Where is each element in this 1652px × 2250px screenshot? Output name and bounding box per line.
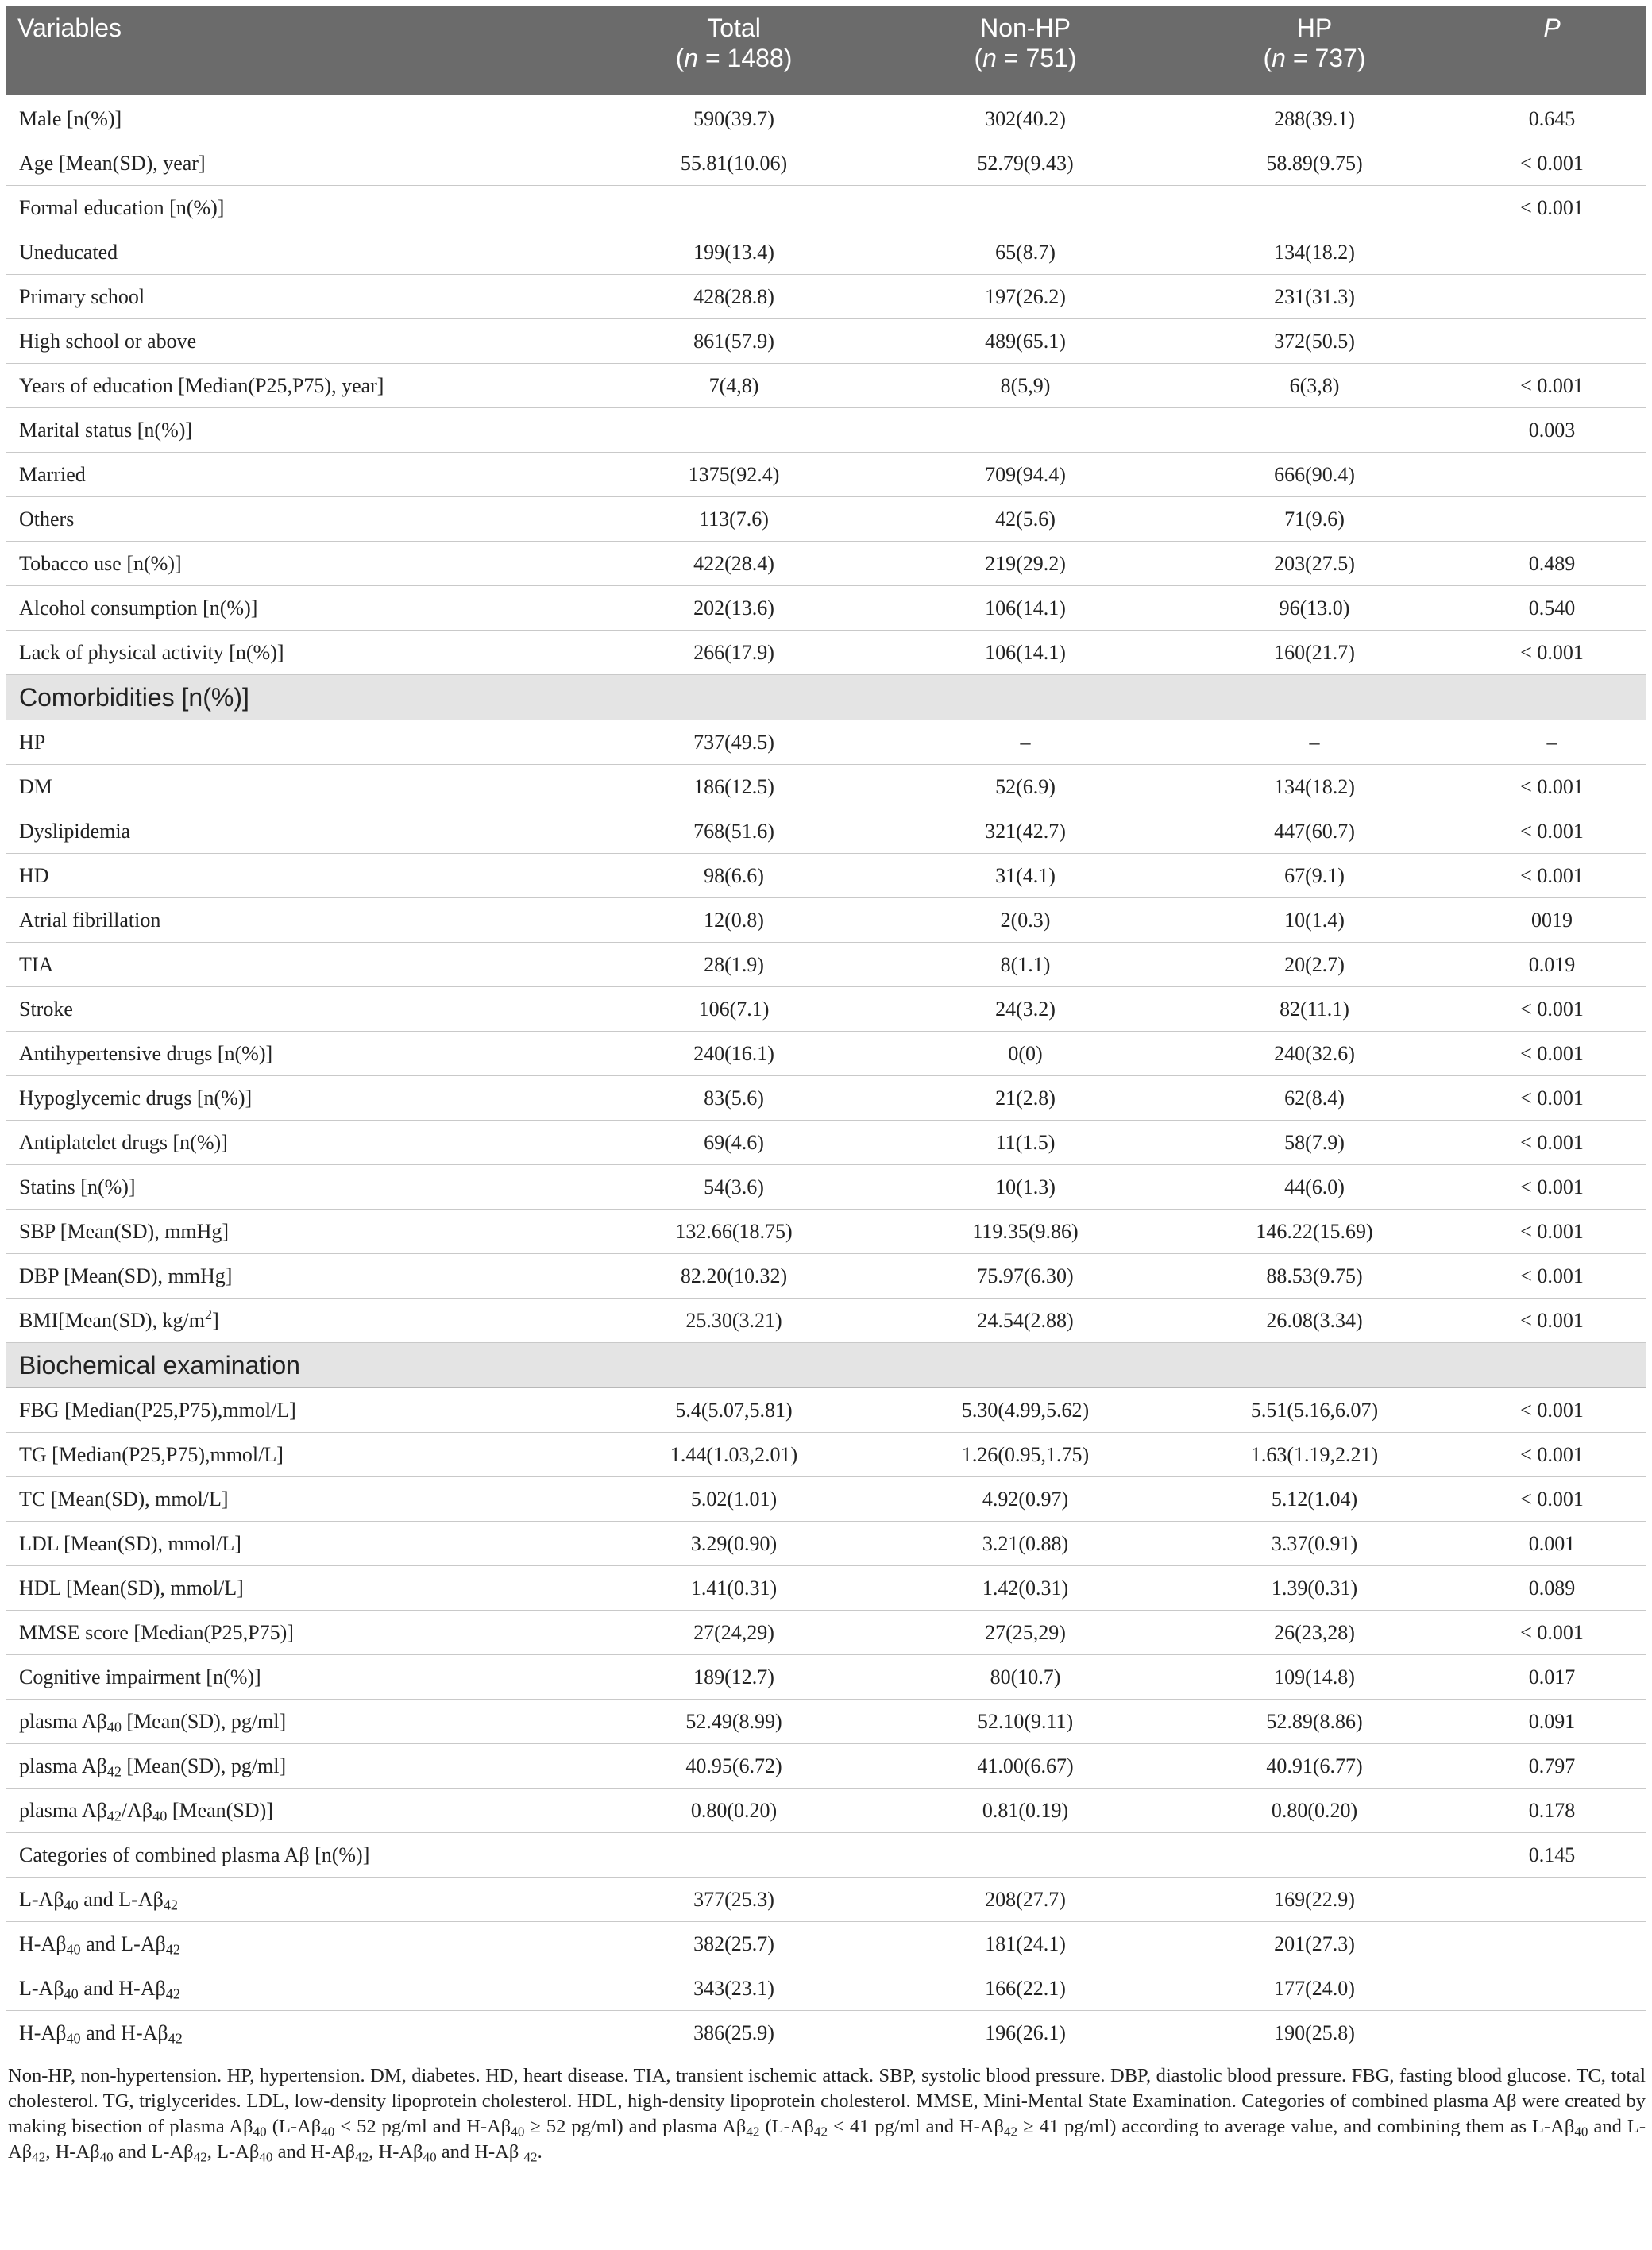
cell-hp: 5.51(5.16,6.07) (1171, 1388, 1458, 1433)
cell-nonhp: 709(94.4) (880, 453, 1171, 497)
cell-hp: 96(13.0) (1171, 586, 1458, 631)
cell-nonhp: 24(3.2) (880, 987, 1171, 1032)
cell-nonhp: 8(5,9) (880, 364, 1171, 408)
cell-total: 1.41(0.31) (588, 1566, 880, 1611)
cell-p: < 0.001 (1458, 1433, 1646, 1477)
table-row (6, 1744, 1646, 1789)
cell-nonhp: 0.81(0.19) (880, 1789, 1171, 1833)
cell-p: 0.003 (1458, 408, 1646, 453)
cell-nonhp: 27(25,29) (880, 1611, 1171, 1655)
table-row (6, 542, 1646, 586)
cell-label: Atrial fibrillation (6, 898, 588, 943)
cell-label: FBG [Median(P25,P75),mmol/L] (6, 1388, 588, 1433)
cell-total: 5.4(5.07,5.81) (588, 1388, 880, 1433)
cell-label: Categories of combined plasma Aβ [n(%)] (6, 1833, 588, 1878)
cell-p: 0.017 (1458, 1655, 1646, 1700)
cell-total: 25.30(3.21) (588, 1299, 880, 1343)
cell-hp (1171, 1833, 1458, 1878)
cell-hp: 3.37(0.91) (1171, 1522, 1458, 1566)
cell-total: 7(4,8) (588, 364, 880, 408)
cell-hp: 288(39.1) (1171, 96, 1458, 141)
cell-total: 40.95(6.72) (588, 1744, 880, 1789)
cell-nonhp: 41.00(6.67) (880, 1744, 1171, 1789)
cell-p: 0019 (1458, 898, 1646, 943)
cell-nonhp: 75.97(6.30) (880, 1254, 1171, 1299)
table-row (6, 1388, 1646, 1433)
cell-p (1458, 497, 1646, 542)
cell-hp: 231(31.3) (1171, 275, 1458, 319)
cell-p: < 0.001 (1458, 1299, 1646, 1343)
cell-nonhp: 52.10(9.11) (880, 1700, 1171, 1744)
section-heading: Comorbidities [n(%)] (6, 675, 1646, 720)
cell-nonhp: 5.30(4.99,5.62) (880, 1388, 1171, 1433)
table-row (6, 898, 1646, 943)
cell-p (1458, 453, 1646, 497)
cell-label: Alcohol consumption [n(%)] (6, 586, 588, 631)
table-row (6, 1566, 1646, 1611)
header-nonhp-n: (n = 751) (974, 44, 1077, 72)
cell-label: Years of education [Median(P25,P75), year] (6, 364, 588, 408)
cell-total: 3.29(0.90) (588, 1522, 880, 1566)
cell-total (588, 1833, 880, 1878)
cell-label: SBP [Mean(SD), mmHg] (6, 1210, 588, 1254)
cell-label: Lack of physical activity [n(%)] (6, 631, 588, 675)
cell-p: < 0.001 (1458, 1477, 1646, 1522)
cell-label: Married (6, 453, 588, 497)
cell-nonhp: 31(4.1) (880, 854, 1171, 898)
table-row (6, 275, 1646, 319)
cell-nonhp: 197(26.2) (880, 275, 1171, 319)
cell-p (1458, 1966, 1646, 2011)
cell-hp: 26.08(3.34) (1171, 1299, 1458, 1343)
cell-p: < 0.001 (1458, 1121, 1646, 1165)
header-nonhp (880, 6, 1171, 96)
cell-nonhp: 1.42(0.31) (880, 1566, 1171, 1611)
cell-label: $H-A\beta_{40}$ and $H-A\beta_{42}$ (6, 2011, 588, 2055)
cell-nonhp: 42(5.6) (880, 497, 1171, 542)
table-row (6, 765, 1646, 809)
cell-hp: 0.80(0.20) (1171, 1789, 1458, 1833)
cell-nonhp: 106(14.1) (880, 631, 1171, 675)
cell-total (588, 186, 880, 230)
header-nonhp-label: Non-HP (980, 14, 1071, 42)
cell-nonhp: 106(14.1) (880, 586, 1171, 631)
table-row (6, 1833, 1646, 1878)
cell-hp: 58(7.9) (1171, 1121, 1458, 1165)
cell-label: TC [Mean(SD), mmol/L] (6, 1477, 588, 1522)
cell-label: HP (6, 720, 588, 765)
cell-total (588, 408, 880, 453)
cell-nonhp: 3.21(0.88) (880, 1522, 1171, 1566)
cell-p (1458, 319, 1646, 364)
header-hp (1171, 6, 1458, 96)
cell-p: < 0.001 (1458, 987, 1646, 1032)
cell-hp: 71(9.6) (1171, 497, 1458, 542)
cell-p (1458, 230, 1646, 275)
cell-label: plasma $A\beta_{42}/A\beta_{40}$ [Mean(SD)] (6, 1789, 588, 1833)
cell-total: 590(39.7) (588, 96, 880, 141)
cell-hp: 44(6.0) (1171, 1165, 1458, 1210)
cell-total: 377(25.3) (588, 1878, 880, 1922)
cell-p: < 0.001 (1458, 1210, 1646, 1254)
cell-p: < 0.001 (1458, 1254, 1646, 1299)
cell-label: Marital status [n(%)] (6, 408, 588, 453)
cell-nonhp (880, 1833, 1171, 1878)
table-row (6, 2011, 1646, 2055)
cell-total: 199(13.4) (588, 230, 880, 275)
cell-label: DBP [Mean(SD), mmHg] (6, 1254, 588, 1299)
header-total-n: (n = 1488) (675, 44, 793, 72)
cell-p: 0.645 (1458, 96, 1646, 141)
cell-p: < 0.001 (1458, 1032, 1646, 1076)
section-row (6, 675, 1646, 720)
cell-total: 5.02(1.01) (588, 1477, 880, 1522)
cell-p: < 0.001 (1458, 1165, 1646, 1210)
cell-total: 386(25.9) (588, 2011, 880, 2055)
cell-label: TG [Median(P25,P75),mmol/L] (6, 1433, 588, 1477)
cell-label: Age [Mean(SD), year] (6, 141, 588, 186)
cell-p: 0.540 (1458, 586, 1646, 631)
table-row (6, 1789, 1646, 1833)
cell-p: < 0.001 (1458, 141, 1646, 186)
cell-hp: 1.63(1.19,2.21) (1171, 1433, 1458, 1477)
cell-p: 0.089 (1458, 1566, 1646, 1611)
cell-hp: 6(3,8) (1171, 364, 1458, 408)
cell-total: 52.49(8.99) (588, 1700, 880, 1744)
cell-label: High school or above (6, 319, 588, 364)
cell-p: < 0.001 (1458, 364, 1646, 408)
table-row (6, 497, 1646, 542)
cell-total: 132.66(18.75) (588, 1210, 880, 1254)
cell-label: Formal education [n(%)] (6, 186, 588, 230)
table-row (6, 319, 1646, 364)
cell-total: 27(24,29) (588, 1611, 880, 1655)
cell-label: $H-A\beta_{40}$ and $L-A\beta_{42}$ (6, 1922, 588, 1966)
cell-nonhp (880, 186, 1171, 230)
header-total-label: Total (707, 14, 761, 42)
header-hp-label: HP (1296, 14, 1333, 42)
cell-hp: 447(60.7) (1171, 809, 1458, 854)
header-hp-n: (n = 737) (1263, 44, 1366, 72)
cell-hp: 10(1.4) (1171, 898, 1458, 943)
cell-hp: 169(22.9) (1171, 1878, 1458, 1922)
cell-total: 189(12.7) (588, 1655, 880, 1700)
header-p: P (1458, 6, 1646, 96)
cell-hp: 240(32.6) (1171, 1032, 1458, 1076)
table-row (6, 1878, 1646, 1922)
cell-label: HDL [Mean(SD), mmol/L] (6, 1566, 588, 1611)
table-row (6, 186, 1646, 230)
cell-hp: 666(90.4) (1171, 453, 1458, 497)
header-variables: Variables (6, 6, 588, 96)
cell-label: Others (6, 497, 588, 542)
cell-p (1458, 1922, 1646, 1966)
cell-nonhp: 2(0.3) (880, 898, 1171, 943)
cell-hp: 88.53(9.75) (1171, 1254, 1458, 1299)
cell-label: MMSE score [Median(P25,P75)] (6, 1611, 588, 1655)
cell-total: 1.44(1.03,2.01) (588, 1433, 880, 1477)
cell-hp: 134(18.2) (1171, 765, 1458, 809)
cell-hp: 160(21.7) (1171, 631, 1458, 675)
table-row (6, 1032, 1646, 1076)
cell-nonhp: 8(1.1) (880, 943, 1171, 987)
cell-nonhp: 24.54(2.88) (880, 1299, 1171, 1343)
cell-total: 186(12.5) (588, 765, 880, 809)
cell-hp: 20(2.7) (1171, 943, 1458, 987)
table-row (6, 1700, 1646, 1744)
table-row (6, 854, 1646, 898)
cell-total: 422(28.4) (588, 542, 880, 586)
cell-hp: 134(18.2) (1171, 230, 1458, 275)
cell-label: HD (6, 854, 588, 898)
cell-p: 0.001 (1458, 1522, 1646, 1566)
cell-hp (1171, 186, 1458, 230)
cell-hp: 372(50.5) (1171, 319, 1458, 364)
cell-hp: 201(27.3) (1171, 1922, 1458, 1966)
table-row (6, 631, 1646, 675)
table-row (6, 1611, 1646, 1655)
cell-total: 202(13.6) (588, 586, 880, 631)
cell-total: 737(49.5) (588, 720, 880, 765)
cell-hp: – (1171, 720, 1458, 765)
cell-nonhp: 80(10.7) (880, 1655, 1171, 1700)
cell-p: < 0.001 (1458, 1388, 1646, 1433)
cell-p: 0.091 (1458, 1700, 1646, 1744)
cell-p: < 0.001 (1458, 1076, 1646, 1121)
cell-p (1458, 275, 1646, 319)
cell-nonhp: 166(22.1) (880, 1966, 1171, 2011)
cell-total: 69(4.6) (588, 1121, 880, 1165)
cell-label: Hypoglycemic drugs [n(%)] (6, 1076, 588, 1121)
cell-label: $L-A\beta_{40}$ and $H-A\beta_{42}$ (6, 1966, 588, 2011)
cell-total: 106(7.1) (588, 987, 880, 1032)
cell-hp: 5.12(1.04) (1171, 1477, 1458, 1522)
table-row (6, 408, 1646, 453)
cell-label: $L-A\beta_{40}$ and $L-A\beta_{42}$ (6, 1878, 588, 1922)
cell-nonhp: 10(1.3) (880, 1165, 1171, 1210)
cell-hp: 109(14.8) (1171, 1655, 1458, 1700)
cell-nonhp: 196(26.1) (880, 2011, 1171, 2055)
cell-p: < 0.001 (1458, 631, 1646, 675)
table-row (6, 1299, 1646, 1343)
table-body (6, 96, 1646, 2055)
cell-hp: 82(11.1) (1171, 987, 1458, 1032)
cell-label: plasma $A\beta_{40}$ [Mean(SD), pg/ml] (6, 1700, 588, 1744)
cell-label: Primary school (6, 275, 588, 319)
cell-total: 113(7.6) (588, 497, 880, 542)
cell-hp: 67(9.1) (1171, 854, 1458, 898)
table-row (6, 1076, 1646, 1121)
cell-label: Male [n(%)] (6, 96, 588, 141)
cell-p (1458, 1878, 1646, 1922)
table-row (6, 1522, 1646, 1566)
cell-label: TIA (6, 943, 588, 987)
cell-total: 12(0.8) (588, 898, 880, 943)
table-row (6, 1254, 1646, 1299)
table-row (6, 96, 1646, 141)
cell-label: BMI[Mean(SD), $kg/m^2$] (6, 1299, 588, 1343)
table-row (6, 1165, 1646, 1210)
cell-p: 0.489 (1458, 542, 1646, 586)
table-row (6, 1433, 1646, 1477)
cell-hp: 52.89(8.86) (1171, 1700, 1458, 1744)
cell-p: – (1458, 720, 1646, 765)
cell-nonhp: 219(29.2) (880, 542, 1171, 586)
cell-total: 343(23.1) (588, 1966, 880, 2011)
table-row (6, 453, 1646, 497)
cell-total: 98(6.6) (588, 854, 880, 898)
cell-hp: 62(8.4) (1171, 1076, 1458, 1121)
cell-label: LDL [Mean(SD), mmol/L] (6, 1522, 588, 1566)
cell-nonhp: 0(0) (880, 1032, 1171, 1076)
cell-total: 0.80(0.20) (588, 1789, 880, 1833)
cell-total: 83(5.6) (588, 1076, 880, 1121)
cell-p: < 0.001 (1458, 809, 1646, 854)
cell-label: Cognitive impairment [n(%)] (6, 1655, 588, 1700)
table-footnote: Non-HP, non-hypertension. HP, hypertension. DM, diabetes. HD, heart disease. TIA, transient ischemic attack. SBP, systolic blood pressure. DBP, diastolic blood pressure. FBG, fasting blood glucose. TC, total cholesterol. TG, triglycerides. LDL, low-density lipoprotein cholesterol. HDL, high-density lipoprotein cholesterol. MMSE, Mini-Mental State Examination. Categories of combined plasma Aβ were created by making bisection of plasma $A\beta_{40}$ ($L-A\beta_{40} < 52$ pg/ml and $H-A\beta_{40} \ge 52$ pg/ml) and plasma $A\beta_{42}$ ($L-A\beta_{42} < 41$ pg/ml and $H-A\beta_{42} \ge 41$ pg/ml) according to average value, and combining them as $L-A\beta_{40}$ and $L-A\beta_{42}$, $H-A\beta_{40}$ and $L-A\beta_{42}$, $L-A\beta_{40}$ and $H-A\beta_{42}$, $H-A\beta_{40}$ and H-Aβ $_{42}$. (8, 2065, 1646, 2165)
table-header (6, 6, 1646, 96)
cell-nonhp: 321(42.7) (880, 809, 1171, 854)
cell-nonhp: 119.35(9.86) (880, 1210, 1171, 1254)
cell-nonhp: 489(65.1) (880, 319, 1171, 364)
cell-total: 382(25.7) (588, 1922, 880, 1966)
table-row (6, 987, 1646, 1032)
cell-nonhp: 1.26(0.95,1.75) (880, 1433, 1171, 1477)
cell-total: 55.81(10.06) (588, 141, 880, 186)
cell-nonhp: 52.79(9.43) (880, 141, 1171, 186)
characteristics-table (6, 6, 1646, 2055)
cell-total: 768(51.6) (588, 809, 880, 854)
cell-nonhp (880, 408, 1171, 453)
cell-total: 861(57.9) (588, 319, 880, 364)
table-row (6, 943, 1646, 987)
table-row (6, 809, 1646, 854)
cell-nonhp: 65(8.7) (880, 230, 1171, 275)
table-row (6, 1210, 1646, 1254)
table-row (6, 586, 1646, 631)
cell-nonhp: 52(6.9) (880, 765, 1171, 809)
table-row (6, 1922, 1646, 1966)
cell-p: < 0.001 (1458, 765, 1646, 809)
cell-total: 240(16.1) (588, 1032, 880, 1076)
cell-hp: 146.22(15.69) (1171, 1210, 1458, 1254)
cell-p: 0.797 (1458, 1744, 1646, 1789)
cell-label: Antiplatelet drugs [n(%)] (6, 1121, 588, 1165)
cell-total: 28(1.9) (588, 943, 880, 987)
cell-total: 428(28.8) (588, 275, 880, 319)
cell-hp: 26(23,28) (1171, 1611, 1458, 1655)
cell-total: 1375(92.4) (588, 453, 880, 497)
cell-hp: 203(27.5) (1171, 542, 1458, 586)
cell-nonhp: 208(27.7) (880, 1878, 1171, 1922)
table-row (6, 364, 1646, 408)
cell-p: 0.178 (1458, 1789, 1646, 1833)
cell-p (1458, 2011, 1646, 2055)
cell-label: Dyslipidemia (6, 809, 588, 854)
cell-label: Antihypertensive drugs [n(%)] (6, 1032, 588, 1076)
cell-hp: 58.89(9.75) (1171, 141, 1458, 186)
cell-total: 266(17.9) (588, 631, 880, 675)
table-row (6, 1655, 1646, 1700)
cell-hp: 1.39(0.31) (1171, 1566, 1458, 1611)
cell-hp: 40.91(6.77) (1171, 1744, 1458, 1789)
cell-label: plasma $A\beta_{42}$ [Mean(SD), pg/ml] (6, 1744, 588, 1789)
table-row (6, 1966, 1646, 2011)
table-row (6, 230, 1646, 275)
cell-label: Stroke (6, 987, 588, 1032)
cell-p: 0.145 (1458, 1833, 1646, 1878)
cell-hp: 190(25.8) (1171, 2011, 1458, 2055)
cell-p: < 0.001 (1458, 1611, 1646, 1655)
cell-label: Uneducated (6, 230, 588, 275)
cell-label: Tobacco use [n(%)] (6, 542, 588, 586)
table-row (6, 720, 1646, 765)
cell-nonhp: 181(24.1) (880, 1922, 1171, 1966)
cell-nonhp: 302(40.2) (880, 96, 1171, 141)
section-heading: Biochemical examination (6, 1343, 1646, 1388)
cell-hp (1171, 408, 1458, 453)
cell-p: < 0.001 (1458, 186, 1646, 230)
cell-nonhp: 11(1.5) (880, 1121, 1171, 1165)
cell-total: 54(3.6) (588, 1165, 880, 1210)
cell-total: 82.20(10.32) (588, 1254, 880, 1299)
cell-nonhp: – (880, 720, 1171, 765)
cell-hp: 177(24.0) (1171, 1966, 1458, 2011)
table-row (6, 1477, 1646, 1522)
cell-label: Statins [n(%)] (6, 1165, 588, 1210)
cell-p: < 0.001 (1458, 854, 1646, 898)
header-total (588, 6, 880, 96)
cell-label: DM (6, 765, 588, 809)
cell-nonhp: 21(2.8) (880, 1076, 1171, 1121)
section-row (6, 1343, 1646, 1388)
table-container (6, 6, 1646, 2165)
table-row (6, 141, 1646, 186)
cell-p: 0.019 (1458, 943, 1646, 987)
cell-nonhp: 4.92(0.97) (880, 1477, 1171, 1522)
table-row (6, 1121, 1646, 1165)
